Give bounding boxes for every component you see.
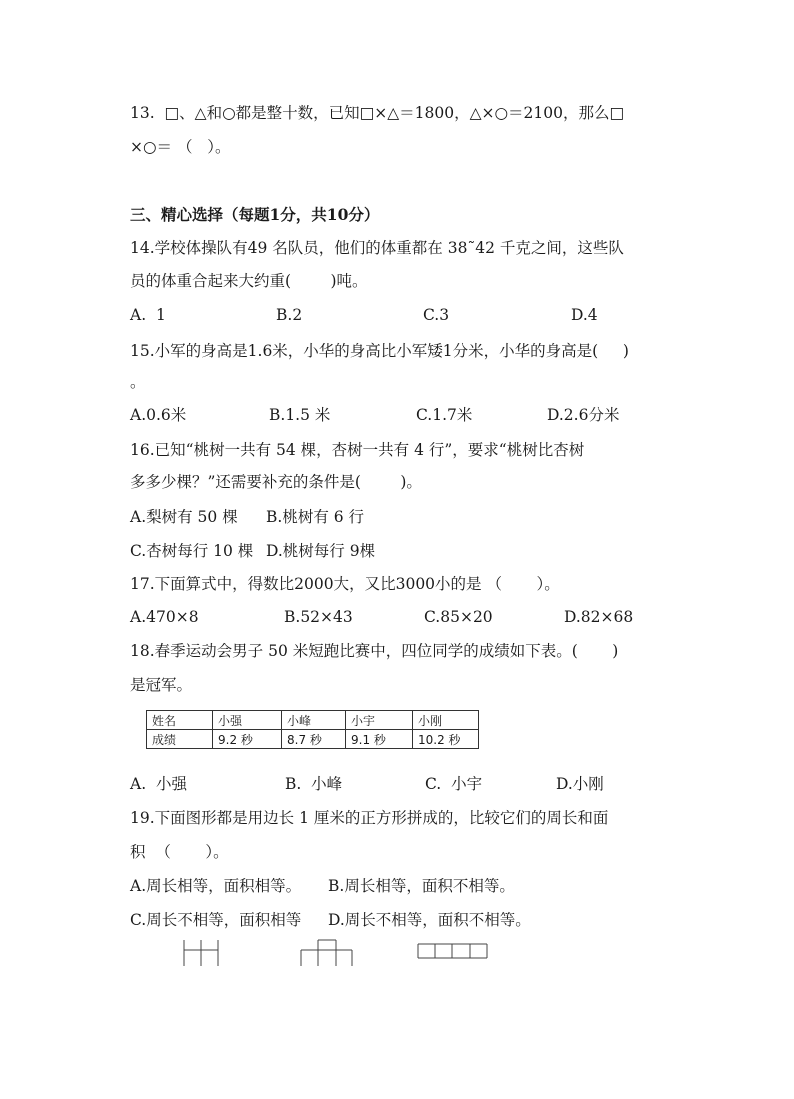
table-cell: 小刚 bbox=[413, 711, 479, 730]
q16-option-a: A.梨树有 50 棵 bbox=[130, 508, 238, 526]
table-cell: 姓名 bbox=[147, 711, 213, 730]
figure-2 bbox=[301, 940, 352, 966]
table-cell: 9.1 秒 bbox=[346, 730, 413, 749]
q18-option-a: A. 小强 bbox=[130, 775, 187, 793]
figure-3 bbox=[418, 944, 487, 958]
q13-line1: 13. □、△和○都是整十数，已知□×△＝1800，△×○＝2100，那么□ bbox=[130, 104, 625, 122]
q16-line1: 16.已知“桃树一共有 54 棵，杏树一共有 4 行”，要求“桃树比杏树 bbox=[130, 441, 585, 459]
table-cell: 9.2 秒 bbox=[213, 730, 282, 749]
q13-line2: ×○＝ （ ）。 bbox=[130, 138, 231, 156]
q16-line2: 多多少棵？”还需要补充的条件是( )。 bbox=[130, 473, 422, 491]
figure-1 bbox=[184, 940, 218, 966]
q19-option-a: A.周长相等，面积相等。 bbox=[130, 877, 302, 895]
table-cell: 小峰 bbox=[282, 711, 346, 730]
q14-option-a: A. 1 bbox=[130, 306, 166, 324]
q18-option-d: D.小刚 bbox=[556, 775, 604, 793]
q17-option-d: D.82×68 bbox=[564, 608, 634, 626]
q18-line2: 是冠军。 bbox=[130, 676, 193, 694]
q18-option-c: C. 小宇 bbox=[425, 775, 483, 793]
q14-line1: 14.学校体操队有49 名队员，他们的体重都在 38˜42 千克之间，这些队 bbox=[130, 239, 624, 257]
q17-option-a: A.470×8 bbox=[130, 608, 199, 626]
table-row bbox=[147, 730, 479, 749]
table-row bbox=[147, 711, 479, 730]
q19-option-b: B.周长相等，面积不相等。 bbox=[328, 877, 515, 895]
section-title: 三、精心选择（每题1分，共10分） bbox=[130, 205, 380, 224]
table-cell: 成绩 bbox=[147, 730, 213, 749]
q15-option-a: A.0.6米 bbox=[130, 406, 187, 424]
q15-option-b: B.1.5 米 bbox=[269, 406, 331, 424]
q14-option-d: D.4 bbox=[571, 306, 598, 324]
q19-option-c: C.周长不相等，面积相等 bbox=[130, 911, 302, 929]
score-table bbox=[146, 710, 479, 749]
q18-line1: 18.春季运动会男子 50 米短跑比赛中，四位同学的成绩如下表。( ) bbox=[130, 642, 619, 660]
q16-option-c: C.杏树每行 10 棵 bbox=[130, 542, 254, 560]
q15-option-d: D.2.6分米 bbox=[547, 406, 620, 424]
table-cell: 10.2 秒 bbox=[413, 730, 479, 749]
q17-option-c: C.85×20 bbox=[424, 608, 493, 626]
table-cell: 小强 bbox=[213, 711, 282, 730]
q17-option-b: B.52×43 bbox=[284, 608, 353, 626]
q14-line2: 员的体重合起来大约重( )吨。 bbox=[130, 272, 368, 290]
q15-option-c: C.1.7米 bbox=[416, 406, 473, 424]
table-cell: 小宇 bbox=[346, 711, 413, 730]
q16-option-d: D.桃树每行 9棵 bbox=[266, 542, 376, 560]
table-cell: 8.7 秒 bbox=[282, 730, 346, 749]
q19-line2: 积 （ ）。 bbox=[130, 843, 229, 861]
q19-option-d: D.周长不相等，面积不相等。 bbox=[328, 911, 531, 929]
square-figures bbox=[0, 930, 794, 980]
q16-option-b: B.桃树有 6 行 bbox=[266, 508, 365, 526]
q19-line1: 19.下面图形都是用边长 1 厘米的正方形拼成的，比较它们的周长和面 bbox=[130, 809, 609, 827]
q18-option-b: B. 小峰 bbox=[285, 775, 343, 793]
q14-option-b: B.2 bbox=[276, 306, 303, 324]
q17-line1: 17.下面算式中，得数比2000大，又比3000小的是 （ ）。 bbox=[130, 575, 560, 593]
q15-line2: 。 bbox=[130, 373, 146, 391]
q14-option-c: C.3 bbox=[423, 306, 450, 324]
q15-line1: 15.小军的身高是1.6米，小华的身高比小军矮1分米，小华的身高是( ) bbox=[130, 342, 629, 360]
